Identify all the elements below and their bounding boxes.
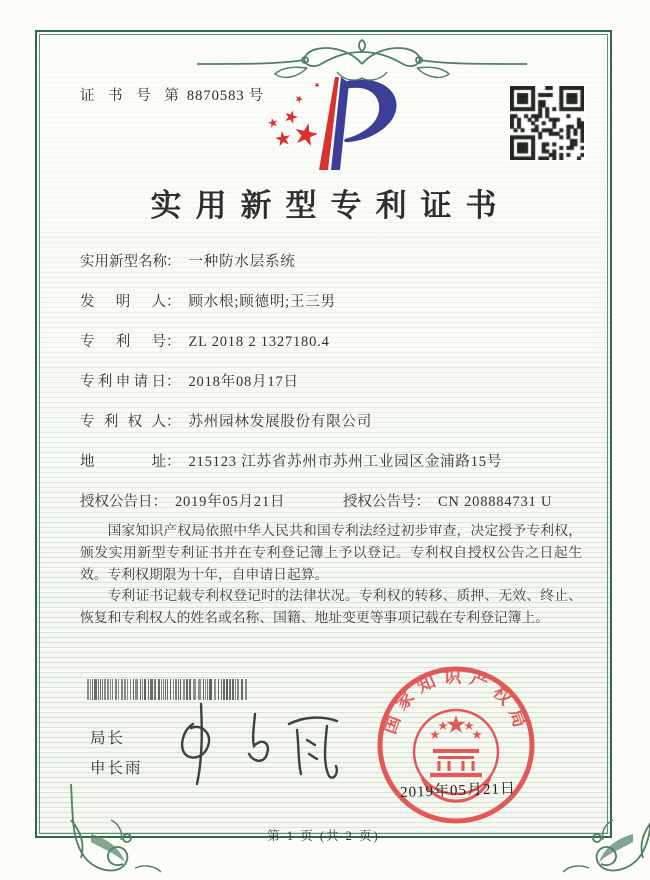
official-seal	[369, 657, 544, 842]
certificate-title: 实用新型专利证书	[150, 188, 511, 223]
signatory-name: 申长雨	[90, 760, 143, 777]
colon: ：	[152, 494, 167, 510]
cnipa-red-seal-icon	[369, 657, 544, 842]
certificate-frame	[35, 30, 612, 843]
field-row-inventors	[80, 282, 585, 322]
top-border-flourish-icon	[197, 38, 527, 90]
signatory-block	[90, 724, 143, 784]
field-label: 专利权人	[80, 414, 166, 430]
field-value: 顾水根;顾德明;王三男	[188, 294, 336, 310]
certificate-number-value: 8870583	[186, 88, 245, 104]
field-list	[80, 242, 585, 522]
grant-date-value: 2019年05月21日	[175, 494, 286, 510]
page-number: 第 1 页 (共 2 页)	[267, 829, 380, 843]
field-value: ZL 2018 2 1327180.4	[188, 334, 330, 350]
legal-paragraph-1: 国家知识产权局依照中华人民共和国专利法经过初步审查，决定授予专利权，颁发实用新型专利证书并在专利登记簿上予以登记。专利权自授权公告之日起生效。专利权期限为十年，自申请日起算。	[80, 523, 582, 582]
field-label: 地址	[80, 454, 166, 470]
bottom-left-corner-flourish-icon	[65, 780, 165, 880]
colon: ：	[166, 374, 181, 390]
colon: ：	[166, 454, 181, 470]
field-row-patentee	[80, 402, 585, 442]
colon: ：	[415, 494, 430, 510]
colon: ：	[166, 414, 181, 430]
field-value: 2018年08月17日	[188, 374, 299, 390]
seal-date: 2019年05月21日	[399, 780, 517, 802]
field-value: 215123 江苏省苏州市苏州工业园区金浦路15号	[188, 454, 503, 470]
grant-number-value: CN 208884731 U	[437, 494, 553, 510]
field-row-grant	[80, 482, 585, 522]
colon: ：	[166, 254, 181, 270]
field-label: 专利申请日	[80, 374, 166, 390]
field-row-name	[80, 242, 585, 282]
field-value: 一种防水层系统	[188, 254, 296, 270]
field-label: 发明人	[80, 294, 166, 310]
colon: ：	[166, 334, 181, 350]
field-label: 实用新型名称	[80, 254, 167, 270]
signatory-role: 局长	[90, 730, 126, 747]
legal-paragraph-2: 专利证书记载专利权登记时的法律状况。专利权的转移、质押、无效、终止、恢复和专利权人的姓名或名称、国籍、地址变更等事项记载在专利登记簿上。	[80, 588, 582, 626]
certificate-number-suffix: 号	[248, 88, 264, 104]
field-value: 苏州园林发展股份有限公司	[188, 414, 373, 430]
grant-number-label: 授权公告号	[342, 494, 416, 510]
field-row-filing-date	[80, 362, 585, 402]
grant-date-label: 授权公告日	[80, 494, 153, 510]
seal-ring-text: 国家知识产权局	[379, 666, 533, 737]
field-row-patent-number	[80, 322, 585, 362]
legal-text	[80, 520, 582, 629]
qr-code	[508, 84, 586, 162]
handwritten-signature	[155, 694, 355, 794]
certificate-number-prefix: 证 书 号 第	[80, 88, 184, 104]
bottom-right-corner-flourish-icon	[559, 780, 650, 880]
field-row-address	[80, 442, 585, 482]
colon: ：	[166, 294, 181, 310]
field-label: 专利号	[80, 334, 166, 350]
